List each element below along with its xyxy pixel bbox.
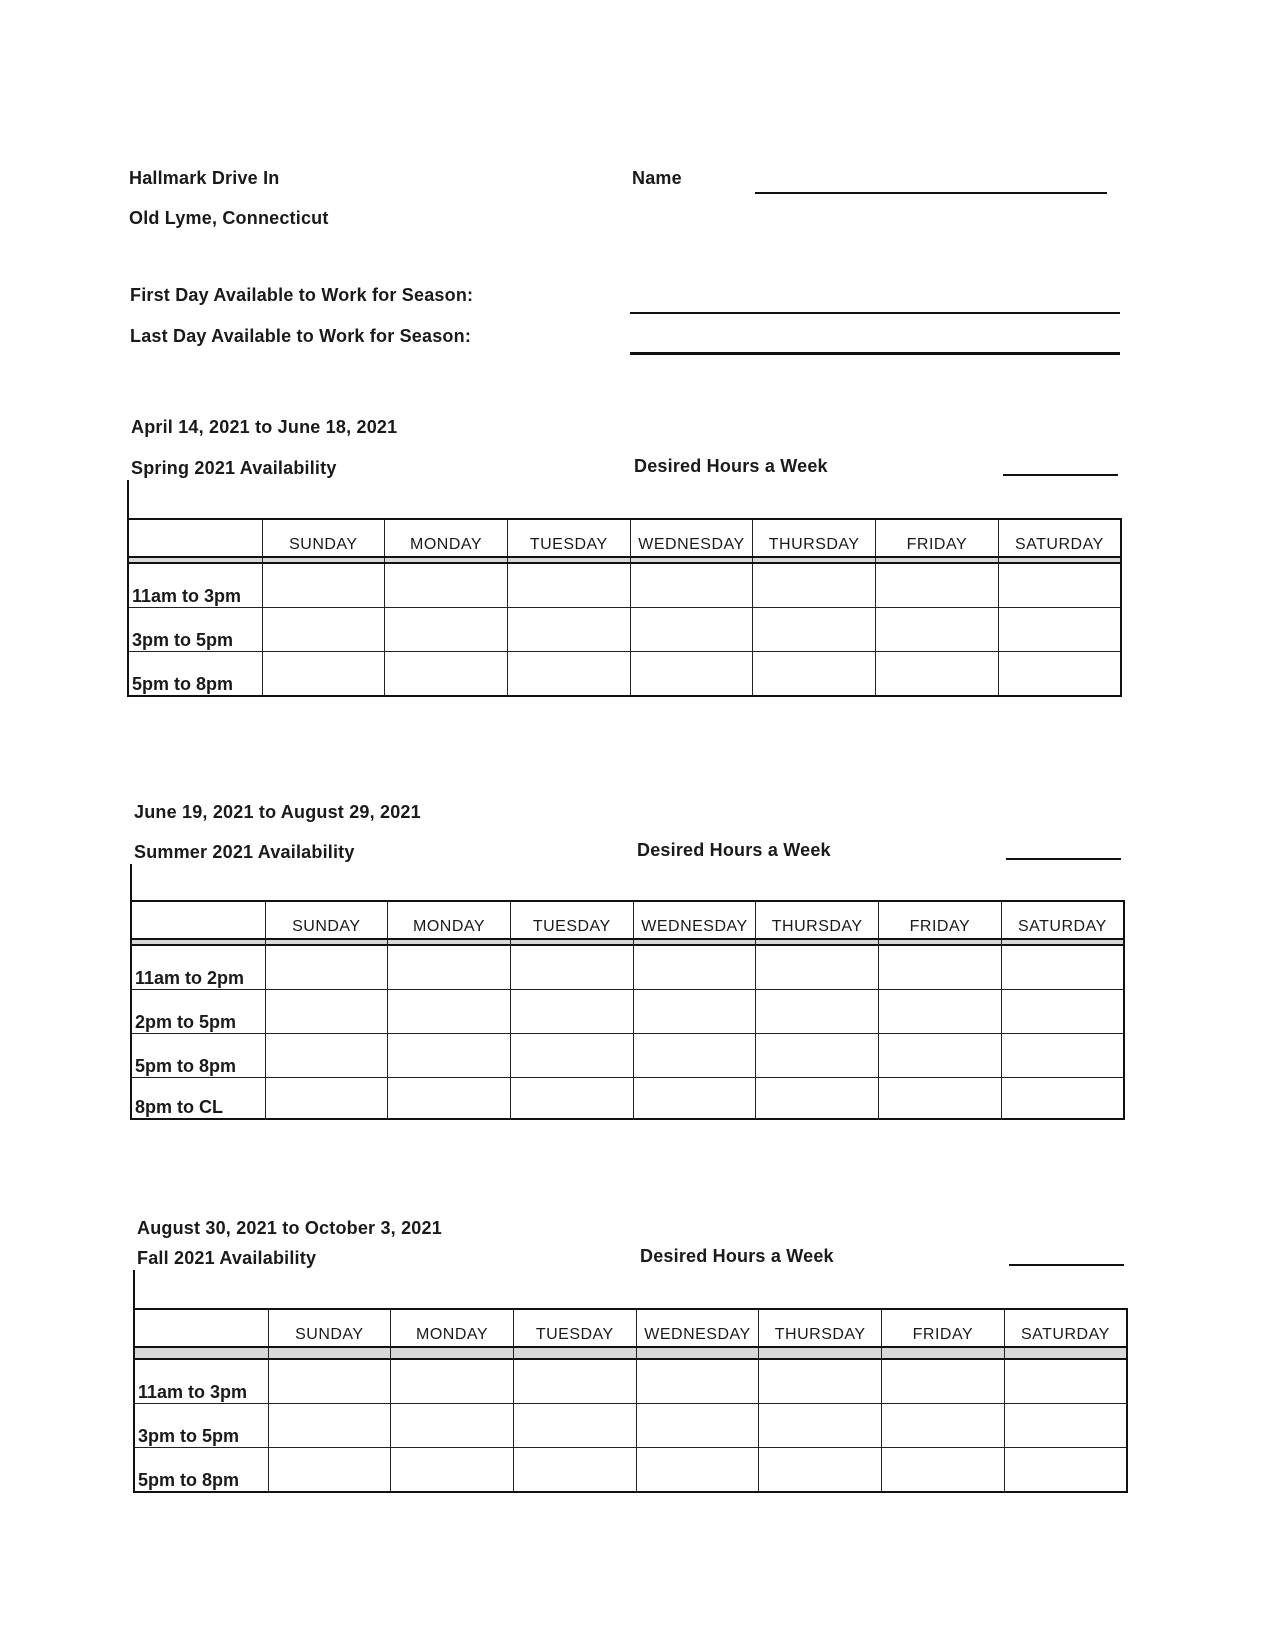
- day-header: FRIDAY: [876, 519, 999, 557]
- availability-cell[interactable]: [879, 990, 1002, 1034]
- day-header: FRIDAY: [882, 1309, 1005, 1347]
- summer-availability-table: [130, 900, 1125, 1120]
- availability-cell[interactable]: [882, 1448, 1005, 1493]
- corner-cell: [134, 1309, 268, 1347]
- day-header: SUNDAY: [265, 901, 388, 939]
- summer-title: Summer 2021 Availability: [134, 842, 355, 862]
- availability-cell[interactable]: [385, 608, 508, 652]
- availability-cell[interactable]: [876, 608, 999, 652]
- table-row: [134, 1359, 1127, 1404]
- availability-cell[interactable]: [876, 652, 999, 697]
- availability-cell[interactable]: [1001, 1034, 1124, 1078]
- summer-table-tick: [130, 864, 132, 904]
- availability-cell[interactable]: [262, 608, 385, 652]
- availability-cell[interactable]: [268, 1359, 391, 1404]
- availability-cell[interactable]: [388, 1078, 511, 1120]
- day-header: SATURDAY: [1001, 901, 1124, 939]
- summer-desired-hours-label: Desired Hours a Week: [637, 840, 831, 860]
- spring-desired-hours-label: Desired Hours a Week: [634, 456, 828, 476]
- availability-cell[interactable]: [759, 1448, 882, 1493]
- fall-table-tick: [133, 1270, 135, 1312]
- availability-cell[interactable]: [388, 990, 511, 1034]
- spring-days-row: [128, 519, 1121, 557]
- first-day-label: First Day Available to Work for Season:: [130, 285, 474, 305]
- summer-days-row: [131, 901, 1124, 939]
- availability-cell[interactable]: [633, 1034, 756, 1078]
- spring-title: Spring 2021 Availability: [131, 458, 337, 478]
- availability-cell[interactable]: [510, 1078, 633, 1120]
- table-row: [131, 945, 1124, 990]
- summer-desired-hours-field[interactable]: [1006, 858, 1121, 860]
- availability-cell[interactable]: [630, 563, 753, 608]
- availability-cell[interactable]: [385, 563, 508, 608]
- spring-table-tick: [127, 480, 129, 520]
- availability-cell[interactable]: [388, 945, 511, 990]
- availability-cell[interactable]: [385, 652, 508, 697]
- availability-cell[interactable]: [630, 652, 753, 697]
- availability-cell[interactable]: [879, 945, 1002, 990]
- availability-cell[interactable]: [759, 1359, 882, 1404]
- availability-cell[interactable]: [756, 1078, 879, 1120]
- day-header: SATURDAY: [998, 519, 1121, 557]
- time-slot-label: 3pm to 5pm: [128, 608, 262, 652]
- last-day-label: Last Day Available to Work for Season:: [130, 326, 472, 346]
- availability-cell[interactable]: [265, 990, 388, 1034]
- availability-cell[interactable]: [756, 1034, 879, 1078]
- table-row: [134, 1404, 1127, 1448]
- spring-desired-hours-field[interactable]: [1003, 474, 1118, 476]
- availability-cell[interactable]: [876, 563, 999, 608]
- availability-cell[interactable]: [1001, 945, 1124, 990]
- availability-cell[interactable]: [510, 990, 633, 1034]
- availability-cell[interactable]: [510, 945, 633, 990]
- time-slot-label: 11am to 3pm: [134, 1359, 268, 1404]
- availability-cell[interactable]: [1004, 1404, 1127, 1448]
- availability-cell[interactable]: [630, 608, 753, 652]
- time-slot-label: 11am to 3pm: [128, 563, 262, 608]
- availability-cell[interactable]: [265, 945, 388, 990]
- availability-cell[interactable]: [507, 563, 630, 608]
- availability-cell[interactable]: [756, 990, 879, 1034]
- day-header: THURSDAY: [753, 519, 876, 557]
- availability-cell[interactable]: [636, 1359, 759, 1404]
- availability-cell[interactable]: [998, 608, 1121, 652]
- availability-cell[interactable]: [1004, 1448, 1127, 1493]
- fall-availability-table: [133, 1308, 1128, 1493]
- spring-date-range: April 14, 2021 to June 18, 2021: [131, 417, 398, 437]
- availability-cell[interactable]: [879, 1078, 1002, 1120]
- availability-cell[interactable]: [513, 1448, 636, 1493]
- time-slot-label: 5pm to 8pm: [134, 1448, 268, 1493]
- availability-cell[interactable]: [391, 1448, 514, 1493]
- availability-cell[interactable]: [636, 1448, 759, 1493]
- time-slot-label: 8pm to CL: [131, 1078, 265, 1120]
- last-day-field-line[interactable]: [630, 352, 1120, 355]
- availability-cell[interactable]: [507, 652, 630, 697]
- availability-cell[interactable]: [633, 1078, 756, 1120]
- day-header: FRIDAY: [879, 901, 1002, 939]
- business-location: Old Lyme, Connecticut: [129, 208, 329, 228]
- availability-cell[interactable]: [756, 945, 879, 990]
- corner-cell: [128, 519, 262, 557]
- availability-cell[interactable]: [998, 563, 1121, 608]
- day-header: MONDAY: [391, 1309, 514, 1347]
- time-slot-label: 5pm to 8pm: [131, 1034, 265, 1078]
- name-field-line[interactable]: [755, 192, 1107, 194]
- fall-title: Fall 2021 Availability: [137, 1248, 317, 1268]
- availability-cell[interactable]: [882, 1359, 1005, 1404]
- availability-cell[interactable]: [633, 990, 756, 1034]
- availability-cell[interactable]: [1004, 1359, 1127, 1404]
- day-header: WEDNESDAY: [633, 901, 756, 939]
- day-header: WEDNESDAY: [630, 519, 753, 557]
- availability-cell[interactable]: [998, 652, 1121, 697]
- day-header: TUESDAY: [507, 519, 630, 557]
- day-header: MONDAY: [385, 519, 508, 557]
- fall-desired-hours-label: Desired Hours a Week: [640, 1246, 834, 1266]
- availability-cell[interactable]: [633, 945, 756, 990]
- day-header: SUNDAY: [262, 519, 385, 557]
- fall-days-row: [134, 1309, 1127, 1347]
- table-row: [131, 1078, 1124, 1120]
- table-row: [128, 652, 1121, 697]
- day-header: THURSDAY: [756, 901, 879, 939]
- availability-cell[interactable]: [753, 652, 876, 697]
- time-slot-label: 3pm to 5pm: [134, 1404, 268, 1448]
- day-header: MONDAY: [388, 901, 511, 939]
- availability-cell[interactable]: [759, 1404, 882, 1448]
- availability-cell[interactable]: [265, 1078, 388, 1120]
- fall-desired-hours-field[interactable]: [1009, 1264, 1124, 1266]
- availability-cell[interactable]: [636, 1404, 759, 1448]
- spring-availability-table: [127, 518, 1122, 697]
- fall-date-range: August 30, 2021 to October 3, 2021: [137, 1218, 442, 1238]
- table-row: [131, 1034, 1124, 1078]
- day-header: WEDNESDAY: [636, 1309, 759, 1347]
- summer-date-range: June 19, 2021 to August 29, 2021: [134, 802, 421, 822]
- table-row: [128, 608, 1121, 652]
- availability-cell[interactable]: [268, 1448, 391, 1493]
- availability-cell[interactable]: [513, 1404, 636, 1448]
- table-row: [128, 563, 1121, 608]
- availability-cell[interactable]: [1001, 1078, 1124, 1120]
- availability-cell[interactable]: [391, 1404, 514, 1448]
- time-slot-label: 5pm to 8pm: [128, 652, 262, 697]
- day-header: SUNDAY: [268, 1309, 391, 1347]
- day-header: TUESDAY: [510, 901, 633, 939]
- availability-cell[interactable]: [262, 652, 385, 697]
- name-label: Name: [632, 168, 682, 188]
- table-row: [134, 1448, 1127, 1493]
- availability-cell[interactable]: [753, 563, 876, 608]
- availability-cell[interactable]: [513, 1359, 636, 1404]
- business-name: Hallmark Drive In: [129, 168, 280, 188]
- availability-cell[interactable]: [262, 563, 385, 608]
- availability-cell[interactable]: [882, 1404, 1005, 1448]
- table-row: [131, 990, 1124, 1034]
- corner-cell: [131, 901, 265, 939]
- availability-cell[interactable]: [507, 608, 630, 652]
- time-slot-label: 11am to 2pm: [131, 945, 265, 990]
- day-header: THURSDAY: [759, 1309, 882, 1347]
- availability-cell[interactable]: [265, 1034, 388, 1078]
- first-day-field-line[interactable]: [630, 312, 1120, 314]
- availability-cell[interactable]: [391, 1359, 514, 1404]
- availability-cell[interactable]: [510, 1034, 633, 1078]
- time-slot-label: 2pm to 5pm: [131, 990, 265, 1034]
- availability-cell[interactable]: [268, 1404, 391, 1448]
- availability-cell[interactable]: [1001, 990, 1124, 1034]
- availability-cell[interactable]: [879, 1034, 1002, 1078]
- day-header: TUESDAY: [513, 1309, 636, 1347]
- availability-cell[interactable]: [388, 1034, 511, 1078]
- day-header: SATURDAY: [1004, 1309, 1127, 1347]
- availability-cell[interactable]: [753, 608, 876, 652]
